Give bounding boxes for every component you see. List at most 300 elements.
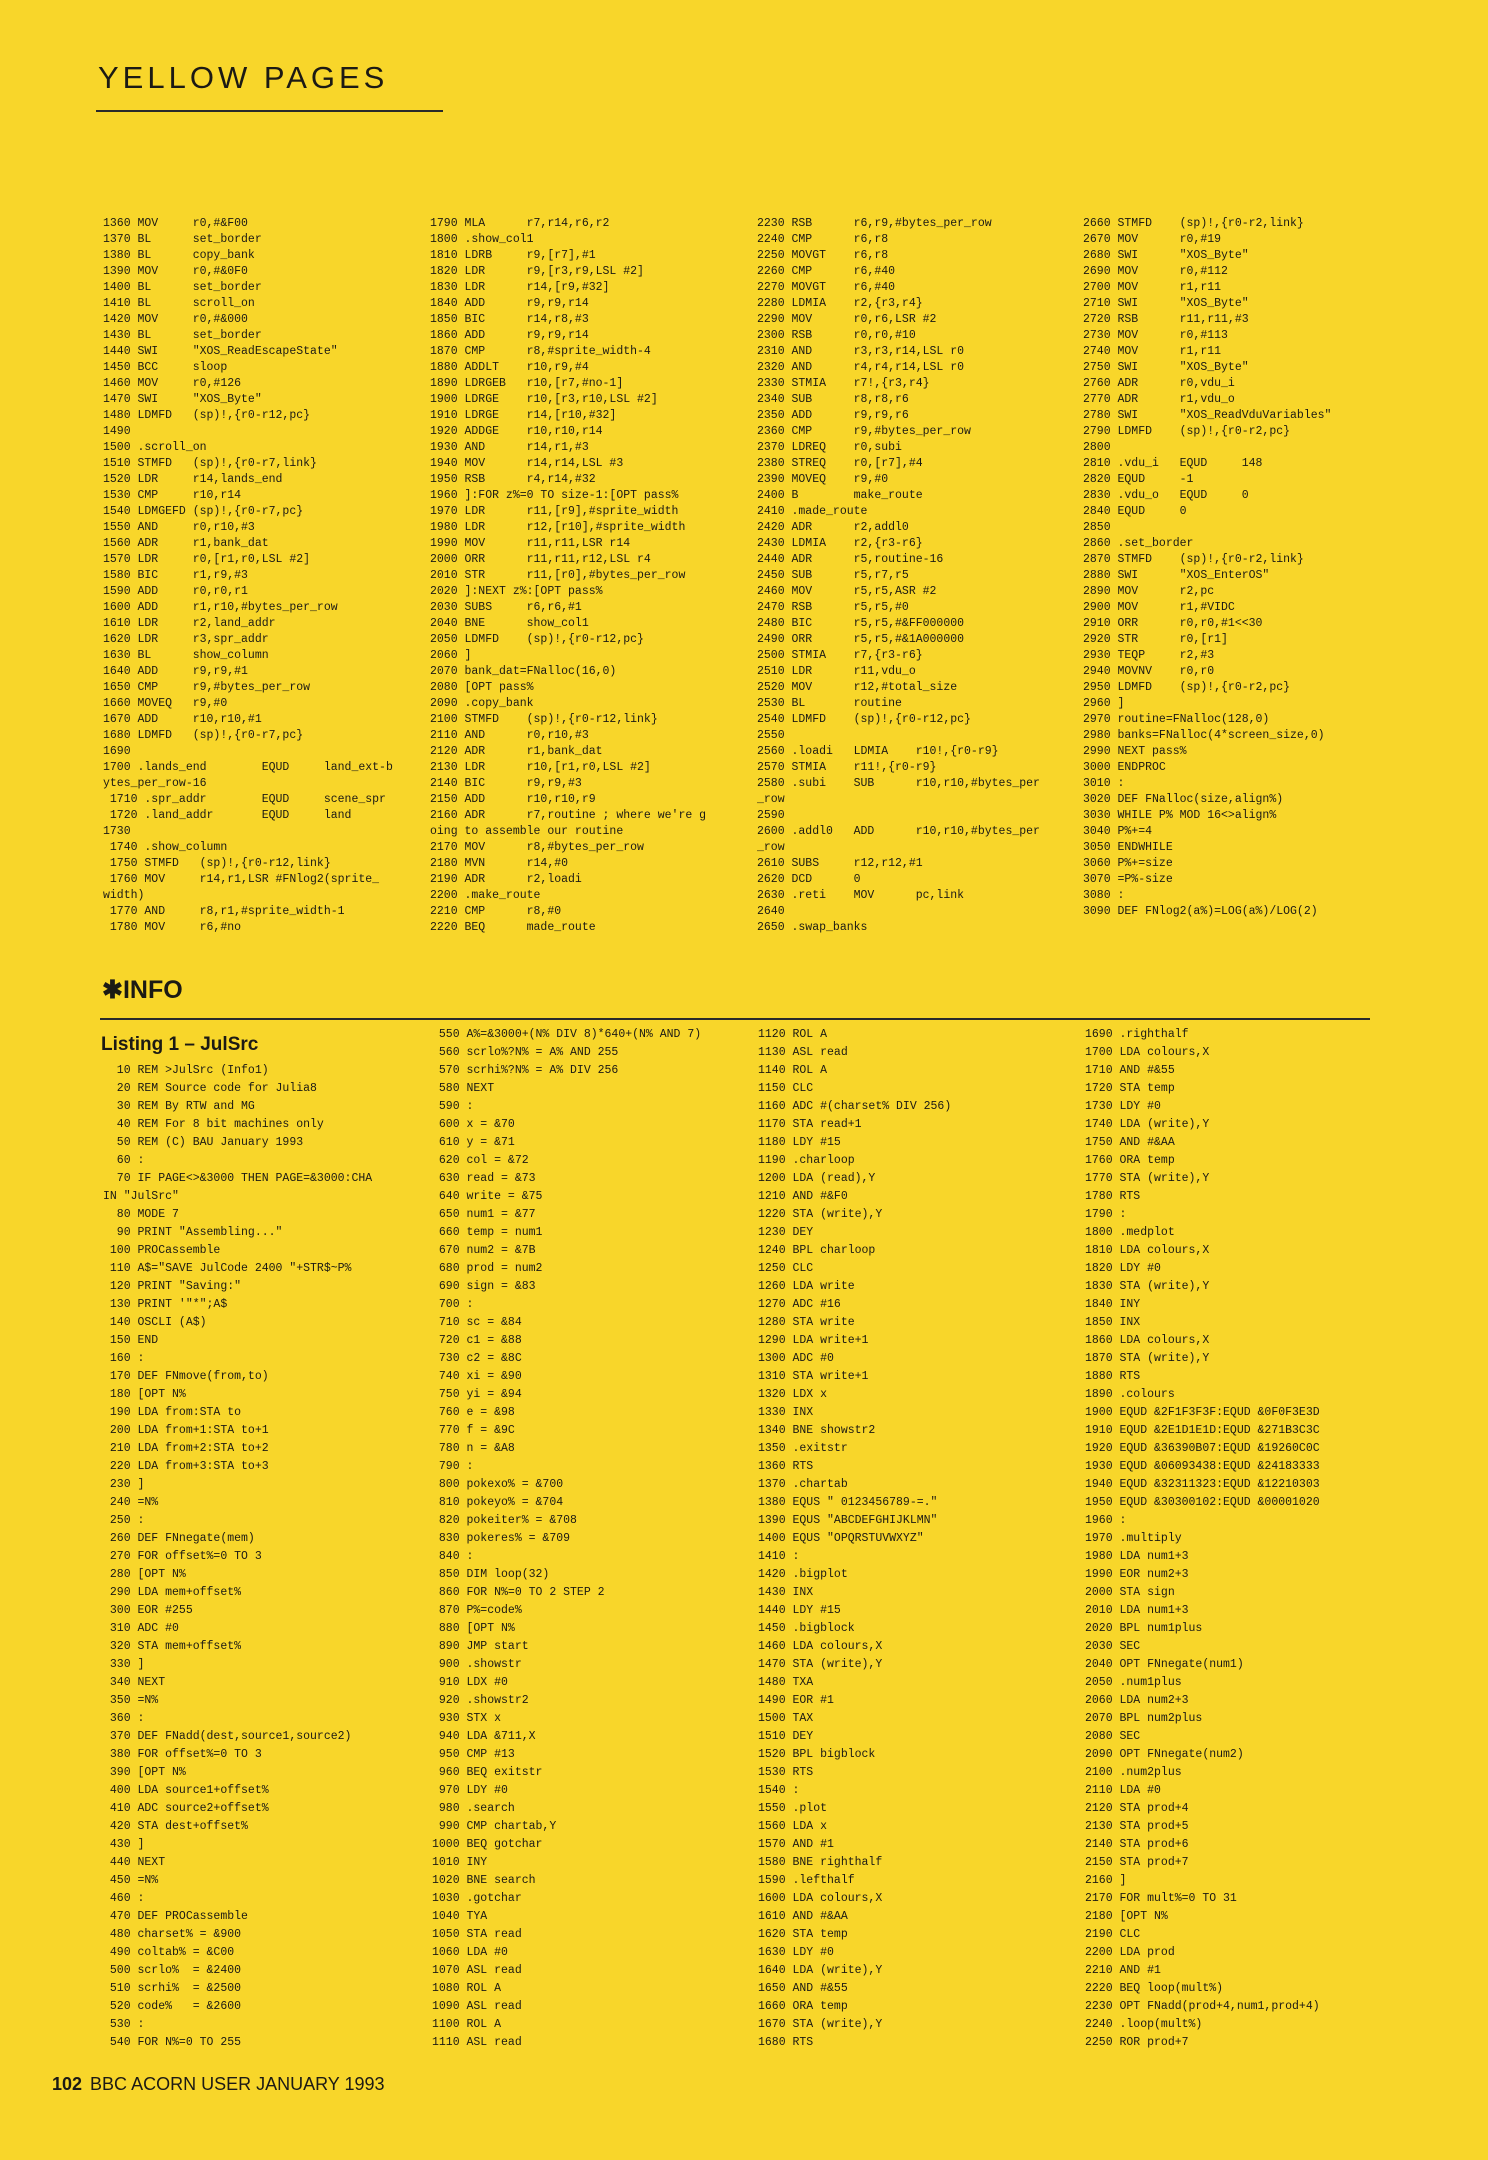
- code-line: 2070 BPL num2plus: [1085, 1712, 1203, 1725]
- code-line: 2150 STA prod+7: [1085, 1856, 1189, 1869]
- code-line: 970 LDY #0: [432, 1784, 508, 1797]
- code-line: 2390 MOVEQ r9,#0: [757, 473, 889, 486]
- code-line: 1080 ROL A: [432, 1982, 502, 1995]
- code-line: 2240 .loop(mult%): [1085, 2018, 1203, 2031]
- code-line: 1780 RTS: [1085, 1190, 1141, 1203]
- code-line: 3030 WHILE P% MOD 16<>align%: [1083, 809, 1277, 822]
- code-line: 1980 LDA num1+3: [1085, 1550, 1189, 1563]
- code-line: 1790 MLA r7,r14,r6,r2: [430, 217, 610, 230]
- code-line: 270 FOR offset%=0 TO 3: [103, 1550, 262, 1563]
- code-line: 1070 ASL read: [432, 1964, 522, 1977]
- code-line: 2530 BL routine: [757, 697, 902, 710]
- code-line: 1480 TXA: [758, 1676, 814, 1689]
- code-line: 2990 NEXT pass%: [1083, 745, 1187, 758]
- code-line: 780 n = &A8: [432, 1442, 515, 1455]
- code-line: 1490: [103, 425, 131, 438]
- info-listing-column-3: [758, 1026, 1088, 2052]
- code-line: 3080 :: [1083, 889, 1125, 902]
- code-line: 3090 DEF FNlog2(a%)=LOG(a%)/LOG(2): [1083, 905, 1318, 918]
- code-line: 2930 TEQP r2,#3: [1083, 649, 1215, 662]
- code-line: 1600 ADD r1,r10,#bytes_per_row: [103, 601, 338, 614]
- code-line: 2780 SWI "XOS_ReadVduVariables": [1083, 409, 1332, 422]
- code-line: 450 =N%: [103, 1874, 159, 1887]
- code-line: 1710 AND #&55: [1085, 1064, 1175, 1077]
- code-line: 1110 ASL read: [432, 2036, 522, 2049]
- code-line: 120 PRINT "Saving:": [103, 1280, 242, 1293]
- code-line: 2120 ADR r1,bank_dat: [430, 745, 603, 758]
- code-line: 1820 LDY #0: [1085, 1262, 1161, 1275]
- code-line: 540 FOR N%=0 TO 255: [103, 2036, 242, 2049]
- code-line: 2700 MOV r1,r11: [1083, 281, 1222, 294]
- code-line: 1890 .colours: [1085, 1388, 1175, 1401]
- code-line: 1510 DEY: [758, 1730, 814, 1743]
- code-line: 1900 LDRGE r10,[r3,r10,LSL #2]: [430, 393, 658, 406]
- code-line: 730 c2 = &8C: [432, 1352, 522, 1365]
- code-line: 610 y = &71: [432, 1136, 515, 1149]
- code-line: 1620 STA temp: [758, 1928, 848, 1941]
- code-line: 2300 RSB r0,r0,#10: [757, 329, 916, 342]
- code-line: 330 ]: [103, 1658, 145, 1671]
- code-line: 1760 MOV r14,r1,LSR #FNlog2(sprite_: [103, 873, 380, 886]
- code-line: 1490 EOR #1: [758, 1694, 834, 1707]
- code-line: 1500 .scroll_on: [103, 441, 207, 454]
- code-line: 1380 BL copy_bank: [103, 249, 255, 262]
- code-line: 1370 BL set_border: [103, 233, 262, 246]
- code-line: 2660 STMFD (sp)!,{r0-r2,link}: [1083, 217, 1304, 230]
- code-line: 2020 BPL num1plus: [1085, 1622, 1203, 1635]
- code-line: 2430 LDMIA r2,{r3-r6}: [757, 537, 923, 550]
- code-line: 430 ]: [103, 1838, 145, 1851]
- info-section-title: ✱INFO: [102, 976, 183, 1004]
- code-line: 170 DEF FNmove(from,to): [103, 1370, 269, 1383]
- code-line: 320 STA mem+offset%: [103, 1640, 242, 1653]
- code-line: 1950 RSB r4,r14,#32: [430, 473, 596, 486]
- code-line: 280 [OPT N%: [103, 1568, 186, 1581]
- code-line: 1390 EQUS "ABCDEFGHIJKLMN": [758, 1514, 938, 1527]
- code-line: 530 :: [103, 2018, 145, 2031]
- code-line: 1650 AND #&55: [758, 1982, 848, 1995]
- code-line: 1260 LDA write: [758, 1280, 855, 1293]
- code-line: 1020 BNE search: [432, 1874, 536, 1887]
- code-line: 1810 LDRB r9,[r7],#1: [430, 249, 596, 262]
- code-line: 1010 INY: [432, 1856, 488, 1869]
- code-line: 1170 STA read+1: [758, 1118, 862, 1131]
- code-line: 1790 :: [1085, 1208, 1127, 1221]
- code-line: 1870 STA (write),Y: [1085, 1352, 1210, 1365]
- code-line: 50 REM (C) BAU January 1993: [103, 1136, 304, 1149]
- code-line: ytes_per_row-16: [103, 777, 207, 790]
- code-line: 2650 .swap_banks: [757, 921, 868, 934]
- code-line: 690 sign = &83: [432, 1280, 536, 1293]
- code-line: 2090 OPT FNnegate(num2): [1085, 1748, 1244, 1761]
- code-line: 340 NEXT: [103, 1676, 166, 1689]
- code-line: 1280 STA write: [758, 1316, 855, 1329]
- code-line: 390 [OPT N%: [103, 1766, 186, 1779]
- code-line: 1830 LDR r14,[r9,#32]: [430, 281, 610, 294]
- code-line: 2850: [1083, 521, 1111, 534]
- code-line: 1550 .plot: [758, 1802, 828, 1815]
- code-line: 1920 ADDGE r10,r10,r14: [430, 425, 603, 438]
- code-line: 2060 ]: [430, 649, 472, 662]
- code-line: 750 yi = &94: [432, 1388, 522, 1401]
- publication-name: BBC ACORN USER JANUARY 1993: [90, 2074, 385, 2094]
- code-line: 1210 AND #&F0: [758, 1190, 848, 1203]
- code-line: 1500 TAX: [758, 1712, 814, 1725]
- code-line: IN "JulSrc": [103, 1190, 179, 1203]
- code-line: 1180 LDY #15: [758, 1136, 841, 1149]
- code-line: 3070 =P%-size: [1083, 873, 1173, 886]
- code-line: 830 pokeres% = &709: [432, 1532, 571, 1545]
- code-line: 2830 .vdu_o EQUD 0: [1083, 489, 1249, 502]
- code-line: 40 REM For 8 bit machines only: [103, 1118, 324, 1131]
- code-line: 2030 SEC: [1085, 1640, 1141, 1653]
- code-line: 1240 BPL charloop: [758, 1244, 876, 1257]
- code-line: 1460 LDA colours,X: [758, 1640, 883, 1653]
- code-line: 2500 STMIA r7,{r3-r6}: [757, 649, 923, 662]
- code-line: 1480 LDMFD (sp)!,{r0-r12,pc}: [103, 409, 311, 422]
- header-rule: [96, 110, 443, 112]
- code-line: 1960 :: [1085, 1514, 1127, 1527]
- code-line: 2290 MOV r0,r6,LSR #2: [757, 313, 937, 326]
- code-line: 1370 .chartab: [758, 1478, 848, 1491]
- code-line: 3050 ENDWHILE: [1083, 841, 1173, 854]
- code-line: 1530 RTS: [758, 1766, 814, 1779]
- code-line: 2100 STMFD (sp)!,{r0-r12,link}: [430, 713, 658, 726]
- code-line: 230 ]: [103, 1478, 145, 1491]
- info-section-rule: [100, 1018, 1370, 1020]
- code-line: 1190 .charloop: [758, 1154, 855, 1167]
- code-line: 470 DEF PROCassemble: [103, 1910, 248, 1923]
- code-line: 2360 CMP r9,#bytes_per_row: [757, 425, 971, 438]
- code-line: 880 [OPT N%: [432, 1622, 515, 1635]
- code-line: 810 pokeyo% = &704: [432, 1496, 564, 1509]
- code-line: 2730 MOV r0,#113: [1083, 329, 1228, 342]
- code-line: 2440 ADR r5,routine-16: [757, 553, 944, 566]
- code-line: _row: [757, 841, 785, 854]
- code-line: 2350 ADD r9,r9,r6: [757, 409, 909, 422]
- code-line: 890 JMP start: [432, 1640, 529, 1653]
- info-listing-column-2: [432, 1026, 762, 2052]
- code-line: 480 charset% = &900: [103, 1928, 242, 1941]
- code-line: 2470 RSB r5,r5,#0: [757, 601, 909, 614]
- code-line: 2560 .loadi LDMIA r10!,{r0-r9}: [757, 745, 999, 758]
- code-line: 190 LDA from:STA to: [103, 1406, 242, 1419]
- code-line: 760 e = &98: [432, 1406, 515, 1419]
- code-line: 1220 STA (write),Y: [758, 1208, 883, 1221]
- code-line: 2630 .reti MOV pc,link: [757, 889, 965, 902]
- code-line: 360 :: [103, 1712, 145, 1725]
- code-line: 90 PRINT "Assembling...": [103, 1226, 283, 1239]
- code-line: 60 :: [103, 1154, 145, 1167]
- code-line: 2550: [757, 729, 785, 742]
- code-line: 2420 ADR r2,addl0: [757, 521, 909, 534]
- code-line: _row: [757, 793, 785, 806]
- code-line: 2880 SWI "XOS_EnterOS": [1083, 569, 1270, 582]
- code-line: 790 :: [432, 1460, 474, 1473]
- code-line: 990 CMP chartab,Y: [432, 1820, 557, 1833]
- code-line: 1450 BCC sloop: [103, 361, 228, 374]
- code-line: 2680 SWI "XOS_Byte": [1083, 249, 1249, 262]
- code-line: 1140 ROL A: [758, 1064, 828, 1077]
- code-line: 1570 LDR r0,[r1,r0,LSL #2]: [103, 553, 311, 566]
- code-line: 1520 LDR r14,lands_end: [103, 473, 283, 486]
- code-line: 1750 AND #&AA: [1085, 1136, 1175, 1149]
- code-line: 2460 MOV r5,r5,ASR #2: [757, 585, 937, 598]
- code-line: 1560 ADR r1,bank_dat: [103, 537, 269, 550]
- code-line: 3010 :: [1083, 777, 1125, 790]
- code-line: 490 coltab% = &C00: [103, 1946, 235, 1959]
- code-line: 770 f = &9C: [432, 1424, 515, 1437]
- code-line: 1040 TYA: [432, 1910, 488, 1923]
- code-line: 740 xi = &90: [432, 1370, 522, 1383]
- code-line: 2900 MOV r1,#VIDC: [1083, 601, 1235, 614]
- code-line: 1610 AND #&AA: [758, 1910, 848, 1923]
- code-line: 2710 SWI "XOS_Byte": [1083, 297, 1249, 310]
- code-line: 2720 RSB r11,r11,#3: [1083, 313, 1249, 326]
- code-line: 630 read = &73: [432, 1172, 536, 1185]
- code-line: 260 DEF FNnegate(mem): [103, 1532, 255, 1545]
- code-line: 210 LDA from+2:STA to+2: [103, 1442, 269, 1455]
- code-line: 2010 LDA num1+3: [1085, 1604, 1189, 1617]
- code-line: 2180 MVN r14,#0: [430, 857, 569, 870]
- code-line: 2580 .subi SUB r10,r10,#bytes_per: [757, 777, 1040, 790]
- code-line: 570 scrhi%?N% = A% DIV 256: [432, 1064, 619, 1077]
- code-line: 440 NEXT: [103, 1856, 166, 1869]
- code-line: 2750 SWI "XOS_Byte": [1083, 361, 1249, 374]
- code-line: 1910 LDRGE r14,[r10,#32]: [430, 409, 617, 422]
- code-line: 2230 OPT FNadd(prod+4,num1,prod+4): [1085, 2000, 1320, 2013]
- code-line: 3060 P%+=size: [1083, 857, 1173, 870]
- code-line: 1970 LDR r11,[r9],#sprite_width: [430, 505, 679, 518]
- code-line: 840 :: [432, 1550, 474, 1563]
- code-line: 1470 SWI "XOS_Byte": [103, 393, 262, 406]
- code-line: 2110 LDA #0: [1085, 1784, 1161, 1797]
- code-line: 1770 AND r8,r1,#sprite_width-1: [103, 905, 345, 918]
- code-line: 1330 INX: [758, 1406, 814, 1419]
- code-line: 1670 ADD r10,r10,#1: [103, 713, 262, 726]
- code-line: 2970 routine=FNalloc(128,0): [1083, 713, 1270, 726]
- code-line: 2640: [757, 905, 785, 918]
- code-line: 2260 CMP r6,#40: [757, 265, 896, 278]
- code-line: 2320 AND r4,r4,r14,LSL r0: [757, 361, 965, 374]
- code-line: 310 ADC #0: [103, 1622, 179, 1635]
- code-line: 2250 MOVGT r6,r8: [757, 249, 889, 262]
- code-line: 2020 ]:NEXT z%:[OPT pass%: [430, 585, 603, 598]
- code-line: 1580 BIC r1,r9,#3: [103, 569, 248, 582]
- code-line: 350 =N%: [103, 1694, 159, 1707]
- code-line: width): [103, 889, 145, 902]
- code-line: 2870 STMFD (sp)!,{r0-r2,link}: [1083, 553, 1304, 566]
- code-line: 1880 RTS: [1085, 1370, 1141, 1383]
- code-line: 2310 AND r3,r3,r14,LSL r0: [757, 345, 965, 358]
- code-line: 1530 CMP r10,r14: [103, 489, 242, 502]
- code-line: 1600 LDA colours,X: [758, 1892, 883, 1905]
- code-line: 1030 .gotchar: [432, 1892, 522, 1905]
- code-line: 2740 MOV r1,r11: [1083, 345, 1222, 358]
- code-line: 460 :: [103, 1892, 145, 1905]
- code-line: 2030 SUBS r6,r6,#1: [430, 601, 582, 614]
- code-line: 2950 LDMFD (sp)!,{r0-r2,pc}: [1083, 681, 1291, 694]
- code-line: 2140 BIC r9,r9,#3: [430, 777, 582, 790]
- code-line: 1430 BL set_border: [103, 329, 262, 342]
- code-line: 2210 AND #1: [1085, 1964, 1161, 1977]
- code-line: 1700 .lands_end EQUD land_ext-b: [103, 761, 393, 774]
- code-line: 920 .showstr2: [432, 1694, 529, 1707]
- code-line: 1540 LDMGEFD (sp)!,{r0-r7,pc}: [103, 505, 304, 518]
- code-line: 2600 .addl0 ADD r10,r10,#bytes_per: [757, 825, 1040, 838]
- code-line: 2670 MOV r0,#19: [1083, 233, 1222, 246]
- code-line: 1580 BNE righthalf: [758, 1856, 883, 1869]
- code-line: 180 [OPT N%: [103, 1388, 186, 1401]
- code-line: 2210 CMP r8,#0: [430, 905, 562, 918]
- code-line: 2570 STMIA r11!,{r0-r9}: [757, 761, 937, 774]
- code-line: 1420 .bigplot: [758, 1568, 848, 1581]
- code-line: 660 temp = num1: [432, 1226, 543, 1239]
- code-line: 2340 SUB r8,r8,r6: [757, 393, 909, 406]
- code-line: 160 :: [103, 1352, 145, 1365]
- code-line: 1410 :: [758, 1550, 800, 1563]
- code-line: 1440 LDY #15: [758, 1604, 841, 1617]
- code-line: 1400 BL set_border: [103, 281, 262, 294]
- code-line: 1540 :: [758, 1784, 800, 1797]
- code-line: 1710 .spr_addr EQUD scene_spr: [103, 793, 386, 806]
- code-line: 2480 BIC r5,r5,#&FF000000: [757, 617, 965, 630]
- code-line: 2590: [757, 809, 785, 822]
- code-line: 1840 ADD r9,r9,r14: [430, 297, 589, 310]
- code-line: 1610 LDR r2,land_addr: [103, 617, 276, 630]
- code-line: 2160 ADR r7,routine ; where we're g: [430, 809, 707, 822]
- code-line: 2090 .copy_bank: [430, 697, 534, 710]
- code-line: 1440 SWI "XOS_ReadEscapeState": [103, 345, 338, 358]
- code-line: 1780 MOV r6,#no: [103, 921, 242, 934]
- code-line: 2960 ]: [1083, 697, 1125, 710]
- code-line: 410 ADC source2+offset%: [103, 1802, 269, 1815]
- code-line: 1660 MOVEQ r9,#0: [103, 697, 228, 710]
- code-line: 2100 .num2plus: [1085, 1766, 1182, 1779]
- code-line: 2520 MOV r12,#total_size: [757, 681, 958, 694]
- code-line: 1940 EQUD &32311323:EQUD &12210303: [1085, 1478, 1320, 1491]
- code-line: 940 LDA &711,X: [432, 1730, 536, 1743]
- code-line: 1730: [103, 825, 131, 838]
- code-line: 850 DIM loop(32): [432, 1568, 550, 1581]
- code-line: 1970 .multiply: [1085, 1532, 1182, 1545]
- code-line: 3000 ENDPROC: [1083, 761, 1166, 774]
- code-line: 700 :: [432, 1298, 474, 1311]
- code-line: 1930 AND r14,r1,#3: [430, 441, 589, 454]
- code-line: 2110 AND r0,r10,#3: [430, 729, 589, 742]
- code-line: 590 :: [432, 1100, 474, 1113]
- code-line: 720 c1 = &88: [432, 1334, 522, 1347]
- code-line: 1590 .lefthalf: [758, 1874, 855, 1887]
- code-line: 1690 .righthalf: [1085, 1028, 1189, 1041]
- top-listing-column-1: [103, 216, 433, 948]
- code-line: 2770 ADR r1,vdu_o: [1083, 393, 1235, 406]
- code-line: 2010 STR r11,[r0],#bytes_per_row: [430, 569, 686, 582]
- code-line: 2050 .num1plus: [1085, 1676, 1182, 1689]
- code-line: 2050 LDMFD (sp)!,{r0-r12,pc}: [430, 633, 644, 646]
- code-line: 870 P%=code%: [432, 1604, 522, 1617]
- code-line: 2170 MOV r8,#bytes_per_row: [430, 841, 644, 854]
- code-line: 860 FOR N%=0 TO 2 STEP 2: [432, 1586, 605, 1599]
- code-line: oing to assemble our routine: [430, 825, 624, 838]
- code-line: 1920 EQUD &36390B07:EQUD &19260C0C: [1085, 1442, 1320, 1455]
- code-line: 2140 STA prod+6: [1085, 1838, 1189, 1851]
- top-listing-column-3: [757, 216, 1087, 948]
- code-line: 1630 LDY #0: [758, 1946, 834, 1959]
- code-line: 2490 ORR r5,r5,#&1A000000: [757, 633, 965, 646]
- code-line: 1750 STMFD (sp)!,{r0-r12,link}: [103, 857, 331, 870]
- code-line: 290 LDA mem+offset%: [103, 1586, 242, 1599]
- code-line: 80 MODE 7: [103, 1208, 179, 1221]
- code-line: 1400 EQUS "OPQRSTUVWXYZ": [758, 1532, 924, 1545]
- code-line: 1980 LDR r12,[r10],#sprite_width: [430, 521, 686, 534]
- code-line: 3020 DEF FNalloc(size,align%): [1083, 793, 1284, 806]
- code-line: 1100 ROL A: [432, 2018, 502, 2031]
- top-listing-column-4: [1083, 216, 1413, 948]
- code-line: 1000 BEQ gotchar: [432, 1838, 543, 1851]
- code-line: 2330 STMIA r7!,{r3,r4}: [757, 377, 930, 390]
- code-line: 960 BEQ exitstr: [432, 1766, 543, 1779]
- code-line: 2980 banks=FNalloc(4*screen_size,0): [1083, 729, 1325, 742]
- listing-title: Listing 1 – JulSrc: [101, 1034, 259, 1055]
- code-line: 1830 STA (write),Y: [1085, 1280, 1210, 1293]
- code-line: 2410 .made_route: [757, 505, 868, 518]
- code-line: 2400 B make_route: [757, 489, 923, 502]
- code-line: 2760 ADR r0,vdu_i: [1083, 377, 1235, 390]
- code-line: 1990 MOV r11,r11,LSR r14: [430, 537, 631, 550]
- code-line: 1250 CLC: [758, 1262, 814, 1275]
- code-line: 2380 STREQ r0,[r7],#4: [757, 457, 923, 470]
- code-line: 150 END: [103, 1334, 159, 1347]
- code-line: 2130 STA prod+5: [1085, 1820, 1189, 1833]
- code-line: 1890 LDRGEB r10,[r7,#no-1]: [430, 377, 624, 390]
- code-line: 2070 bank_dat=FNalloc(16,0): [430, 665, 617, 678]
- code-line: 1230 DEY: [758, 1226, 814, 1239]
- code-line: 2060 LDA num2+3: [1085, 1694, 1189, 1707]
- code-line: 70 IF PAGE<>&3000 THEN PAGE=&3000:CHA: [103, 1172, 373, 1185]
- code-line: 3040 P%+=4: [1083, 825, 1153, 838]
- page-footer: [52, 2074, 385, 2095]
- code-line: 2170 FOR mult%=0 TO 31: [1085, 1892, 1237, 1905]
- code-line: 2200 .make_route: [430, 889, 541, 902]
- code-line: 1930 EQUD &06093438:EQUD &24183333: [1085, 1460, 1320, 1473]
- code-line: 1870 CMP r8,#sprite_width-4: [430, 345, 651, 358]
- code-line: 1620 LDR r3,spr_addr: [103, 633, 269, 646]
- code-line: 2610 SUBS r12,r12,#1: [757, 857, 923, 870]
- code-line: 2370 LDREQ r0,subi: [757, 441, 902, 454]
- code-line: 300 EOR #255: [103, 1604, 193, 1617]
- code-line: 680 prod = num2: [432, 1262, 543, 1275]
- code-line: 670 num2 = &7B: [432, 1244, 536, 1257]
- code-line: 1860 ADD r9,r9,r14: [430, 329, 589, 342]
- code-line: 1770 STA (write),Y: [1085, 1172, 1210, 1185]
- code-line: 1740 LDA (write),Y: [1085, 1118, 1210, 1131]
- code-line: 580 NEXT: [432, 1082, 495, 1095]
- section-header-title: YELLOW PAGES: [98, 60, 389, 95]
- code-line: 1200 LDA (read),Y: [758, 1172, 876, 1185]
- code-line: 420 STA dest+offset%: [103, 1820, 248, 1833]
- code-line: 240 =N%: [103, 1496, 159, 1509]
- code-line: 1470 STA (write),Y: [758, 1658, 883, 1671]
- code-line: 1410 BL scroll_on: [103, 297, 255, 310]
- code-line: 30 REM By RTW and MG: [103, 1100, 255, 1113]
- info-listing-column-4: [1085, 1026, 1415, 2052]
- code-line: 1860 LDA colours,X: [1085, 1334, 1210, 1347]
- code-line: 2790 LDMFD (sp)!,{r0-r2,pc}: [1083, 425, 1291, 438]
- code-line: 1810 LDA colours,X: [1085, 1244, 1210, 1257]
- code-line: 1390 MOV r0,#&0F0: [103, 265, 248, 278]
- code-line: 2450 SUB r5,r7,r5: [757, 569, 909, 582]
